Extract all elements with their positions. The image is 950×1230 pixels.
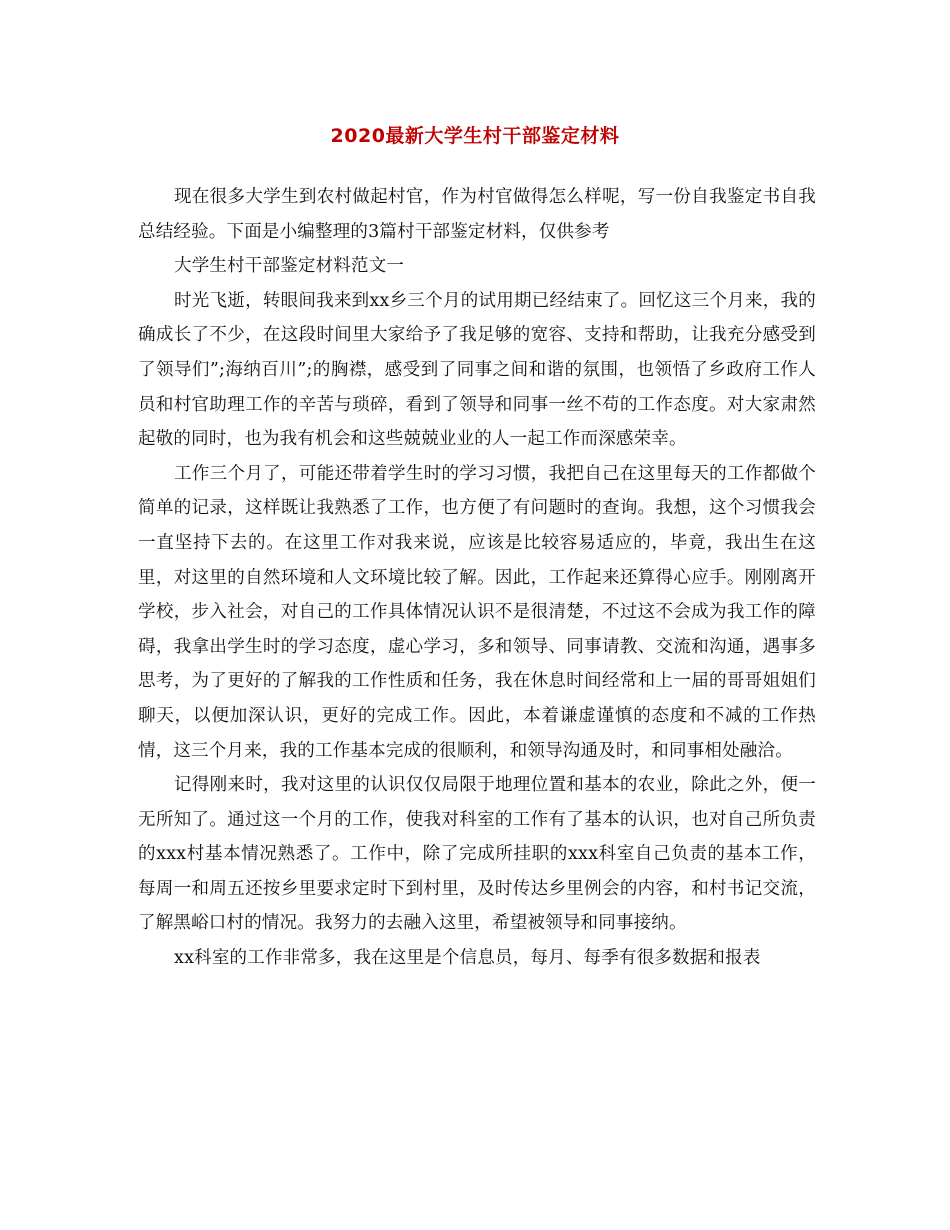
body-paragraph: xx科室的工作非常多，我在这里是个信息员，每月、每季有很多数据和报表: [174, 948, 761, 969]
body-paragraph: 时光飞逝，转眼间我来到xx乡三个月的试用期已经结束了。回忆这三个月来，我的确成长了不少，在这段时间里大家给予了我足够的宽容、支持和帮助，让我充分感受到了领导们”;海纳百川”;的胸襟，感受到了同事之间和谐的氛围，也领悟了乡政府工作人员和村官助理工作的辛苦与琐碎，看到了领导和同事一丝不苟的工作态度。对大家肃然起敬的同时，也为我有机会和这些兢兢业业的人一起工作而深感荣幸。: [138, 290, 816, 450]
body-paragraph: 工作三个月了，可能还带着学生时的学习习惯，我把自己在这里每天的工作都做个简单的记录，这样既让我熟悉了工作，也方便了有问题时的查询。我想，这个习惯我会一直坚持下去的。在这里工作对我来说，应该是比较容易适应的，毕竟，我出生在这里，对这里的自然环境和人文环境比较了解。因此，工作起来还算得心应手。刚刚离开学校，步入社会，对自己的工作具体情况认识不是很清楚，不过这不会成为我工作的障碍，我拿出学生时的学习态度，虚心学习，多和领导、同事请教、交流和沟通，遇事多思考，为了更好的了解我的工作性质和任务，我在休息时间经常和上一届的哥哥姐姐们聊天，以便加深认识，更好的完成工作。因此，本着谦虚谨慎的态度和不减的工作热情，这三个月来，我的工作基本完成的很顺利，和领导沟通及时，和同事相处融洽。: [138, 463, 816, 761]
body-paragraph: 记得刚来时，我对这里的认识仅仅局限于地理位置和基本的农业，除此之外，便一无所知了。通过这一个月的工作，使我对科室的工作有了基本的认识，也对自己所负责的xxx村基本情况熟悉了。工作中，除了完成所挂职的xxx科室自己负责的基本工作，每周一和周五还按乡里要求定时下到村里，及时传达乡里例会的内容，和村书记交流，了解黑峪口村的情况。我努力的去融入这里，希望被领导和同事接纳。: [138, 775, 816, 934]
document-body: [138, 180, 816, 976]
document-title: 2020最新大学生村干部鉴定材料: [330, 125, 620, 147]
intro-paragraph: 现在很多大学生到农村做起村官，作为村官做得怎么样呢，写一份自我鉴定书自我总结经验。下面是小编整理的3篇村干部鉴定材料，仅供参考: [138, 187, 816, 242]
section-heading: 大学生村干部鉴定材料范文一: [174, 256, 405, 277]
